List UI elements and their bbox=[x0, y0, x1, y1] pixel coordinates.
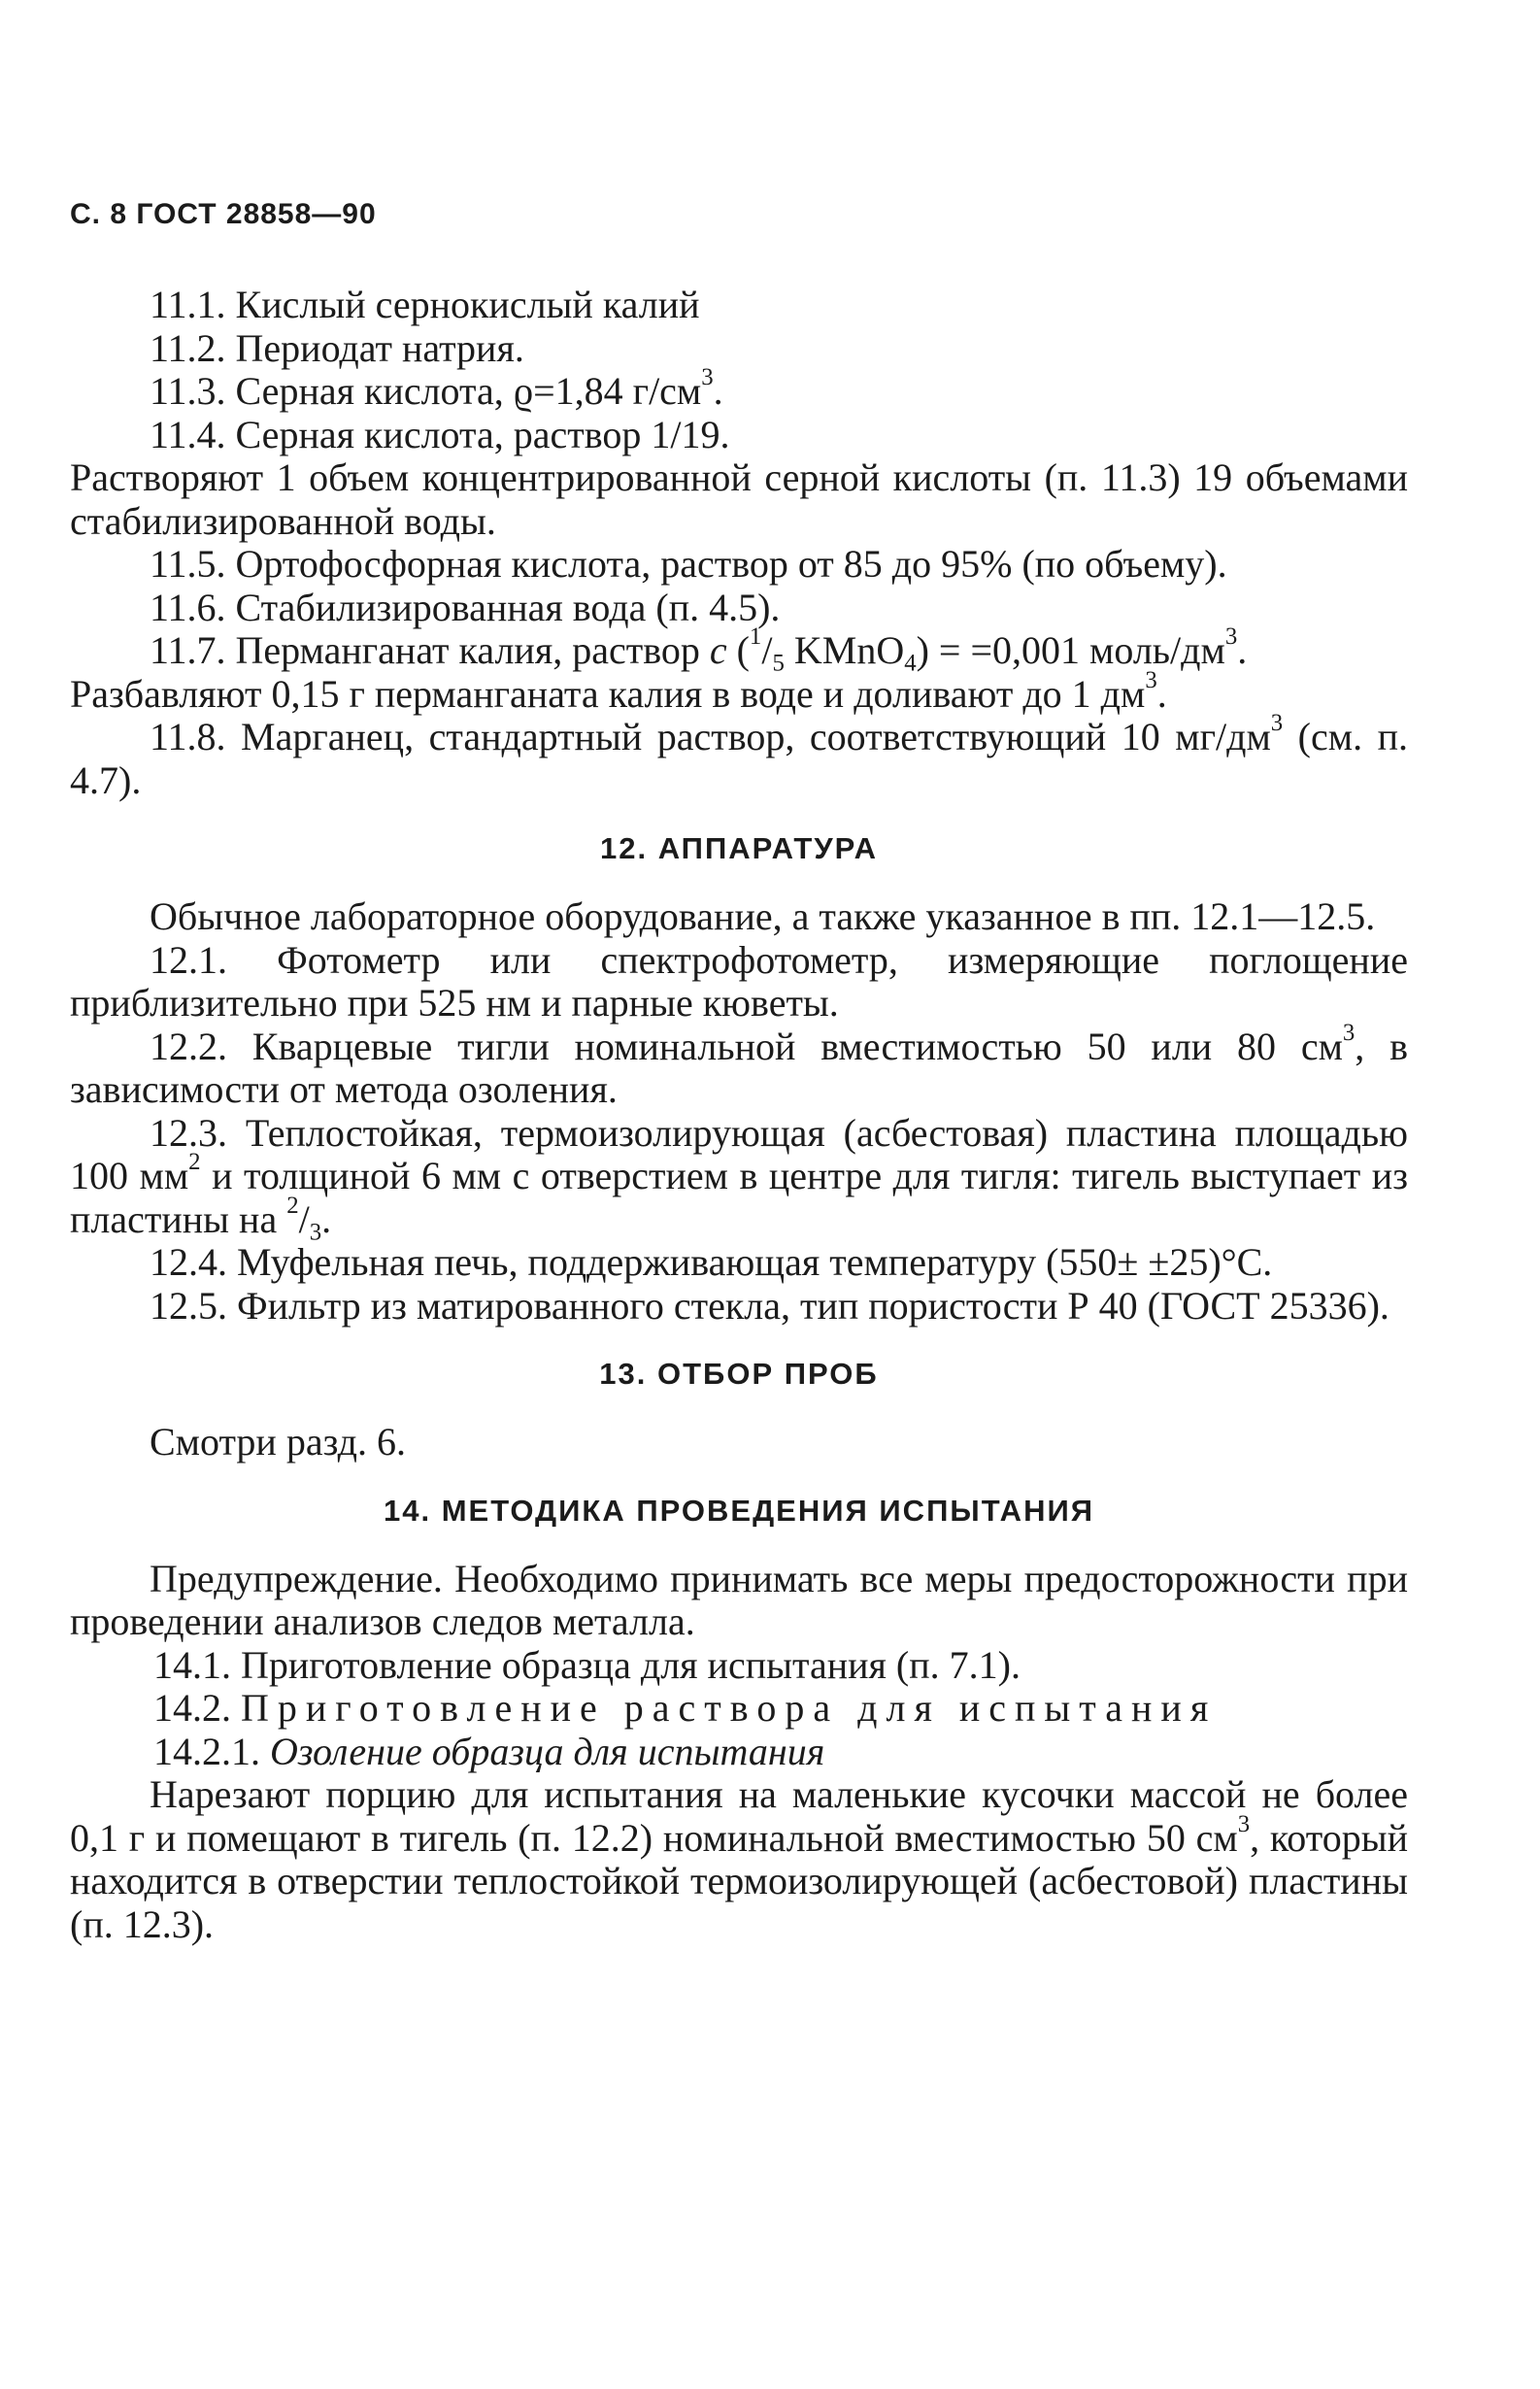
section-14-warning: Предупреждение. Необходимо принимать все меры предосторожности при проведении анализов следов металла. bbox=[70, 1556, 1408, 1643]
item-11-7-end: . bbox=[1237, 628, 1248, 672]
item-11-7-c: c bbox=[709, 628, 727, 672]
item-11-7-note-a: Разбавляют 0,15 г перманганата калия в воде и доливают до 1 дм bbox=[70, 671, 1146, 716]
section-14-title: 14. МЕТОДИКА ПРОВЕДЕНИЯ ИСПЫТАНИЯ bbox=[383, 1493, 1095, 1528]
item-11-8-sup: 3 bbox=[1270, 710, 1284, 737]
page-header: С. 8 ГОСТ 28858—90 bbox=[70, 198, 377, 230]
item-14-2-title: Приготовление раствора для испытания bbox=[241, 1686, 1218, 1730]
item-12-1: 12.1. Фотометр или спектрофотометр, измеряющие поглощение приблизительно при 525 нм и парные кюветы. bbox=[70, 937, 1408, 1025]
item-12-3: 12.3. Теплостойкая, термоизолирующая (асбестовая) пластина площадью 100 $мм^2$ и толщиной 6 мм с отверстием в центре для тигля: тигель выступает из пластины на $^2/_3$. bbox=[70, 1110, 1409, 1245]
item-11-7-note-sup: 3 bbox=[1145, 666, 1157, 693]
item-11-7-formula: KMnO bbox=[793, 628, 905, 672]
item-12-3-frac-num: 2 bbox=[286, 1192, 299, 1219]
item-12-2-a: 12.2. Кварцевые тигли номинальной вместимостью 50 или 80 см bbox=[150, 1024, 1343, 1068]
item-11-2: 11.2. Периодат натрия. bbox=[150, 325, 524, 370]
item-11-7-note-end: . bbox=[1156, 671, 1167, 716]
section-14-paragraph-b: , который находится в отверстии теплостойкой термоизолирующей (асбестовой) пластины (п. 12.3). bbox=[70, 1815, 1408, 1946]
item-11-5: 11.5. Ортофосфорная кислота, раствор от 85 до 95% (по объему). bbox=[150, 542, 1227, 586]
item-11-7-frac-num: 1 bbox=[749, 623, 762, 651]
item-11-4: 11.4. Серная кислота, раствор 1/19. bbox=[150, 412, 730, 456]
item-12-3-a: 12.3. Теплостойкая, термоизолирующая (асбестовая) пластина площадью 100 мм bbox=[70, 1110, 1408, 1197]
item-12-3-sup: 2 bbox=[188, 1149, 201, 1176]
item-11-7-b: ) = =0,001 моль/дм bbox=[916, 628, 1225, 672]
item-11-7-a: 11.7. Перманганат калия, раствор bbox=[150, 628, 700, 672]
section-14-paragraph-a: Нарезают порцию для испытания на маленькие кусочки массой не более 0,1 г и помещают в тигель (п. 12.2) номинальной вместимостью 50 см bbox=[70, 1772, 1408, 1860]
item-11-3-end: . bbox=[713, 369, 723, 413]
section-12-intro: Обычное лабораторное оборудование, а также указанное в пп. 12.1—12.5. bbox=[150, 894, 1376, 938]
item-11-8-b: (см. п. 4.7). bbox=[70, 715, 1408, 802]
section-14-paragraph-sup: 3 bbox=[1237, 1810, 1251, 1837]
item-11-6: 11.6. Стабилизированная вода (п. 4.5). bbox=[150, 585, 781, 629]
item-12-2-b: , в зависимости от метода озоления. bbox=[70, 1024, 1408, 1111]
item-14-2-1 bbox=[70, 1731, 1408, 1774]
item-14-2-1-title: Озоление образца для испытания bbox=[270, 1729, 825, 1773]
item-11-8 bbox=[70, 710, 1408, 802]
item-14-2-1-num: 14.2.1. bbox=[153, 1729, 260, 1773]
item-12-2 bbox=[70, 1019, 1408, 1112]
item-12-5: 12.5. Фильтр из матированного стекла, тип пористости Р 40 (ГОСТ 25336). bbox=[150, 1283, 1389, 1328]
item-11-8-a: 11.8. Марганец, стандартный раствор, соответствующий 10 мг/дм bbox=[150, 715, 1271, 758]
item-11-3 bbox=[70, 364, 1408, 414]
section-13-text: Смотри разд. 6. bbox=[150, 1420, 407, 1464]
section-14-paragraph bbox=[70, 1773, 1408, 1946]
item-11-3-text: 11.3. Серная кислота, ϱ=1,84 г/см bbox=[150, 369, 702, 413]
item-11-1: 11.1. Кислый сернокислый калий bbox=[150, 283, 700, 326]
item-11-7-formula-sub: 4 bbox=[904, 650, 917, 677]
item-12-3-b: и толщиной 6 мм с отверстием в центре для тигля: тигель выступает из пластины на bbox=[70, 1154, 1409, 1241]
item-11-7-sup: 3 bbox=[1224, 623, 1238, 651]
item-14-2 bbox=[70, 1687, 1408, 1731]
item-14-1: 14.1. Приготовление образца для испытания (п. 7.1). bbox=[153, 1642, 1021, 1687]
item-12-3-frac-den: 3 bbox=[309, 1218, 322, 1245]
item-12-3-end: . bbox=[321, 1196, 332, 1241]
item-11-3-sup: 3 bbox=[701, 364, 714, 391]
item-11-7-frac-den: 5 bbox=[772, 650, 785, 677]
section-13-title: 13. ОТБОР ПРОБ bbox=[599, 1357, 879, 1391]
item-11-7-note bbox=[70, 666, 1408, 717]
item-12-4: 12.4. Муфельная печь, поддерживающая температуру (550± ±25)°С. bbox=[150, 1240, 1273, 1284]
item-14-2-num: 14.2. bbox=[153, 1686, 231, 1730]
item-12-2-sup: 3 bbox=[1342, 1019, 1356, 1046]
section-12-title: 12. АППАРАТУРА bbox=[600, 831, 878, 865]
item-11-7: 11.7. Перманганат калия, раствор c ($^1/_5$ KMnO$_4$) = =0,001 моль/$дм^3$. bbox=[150, 623, 1248, 677]
page-body bbox=[70, 284, 1408, 1946]
item-11-4-note: Растворяют 1 объем концентрированной серной кислоты (п. 11.3) 19 объемами стабилизированной воды. bbox=[70, 455, 1408, 543]
